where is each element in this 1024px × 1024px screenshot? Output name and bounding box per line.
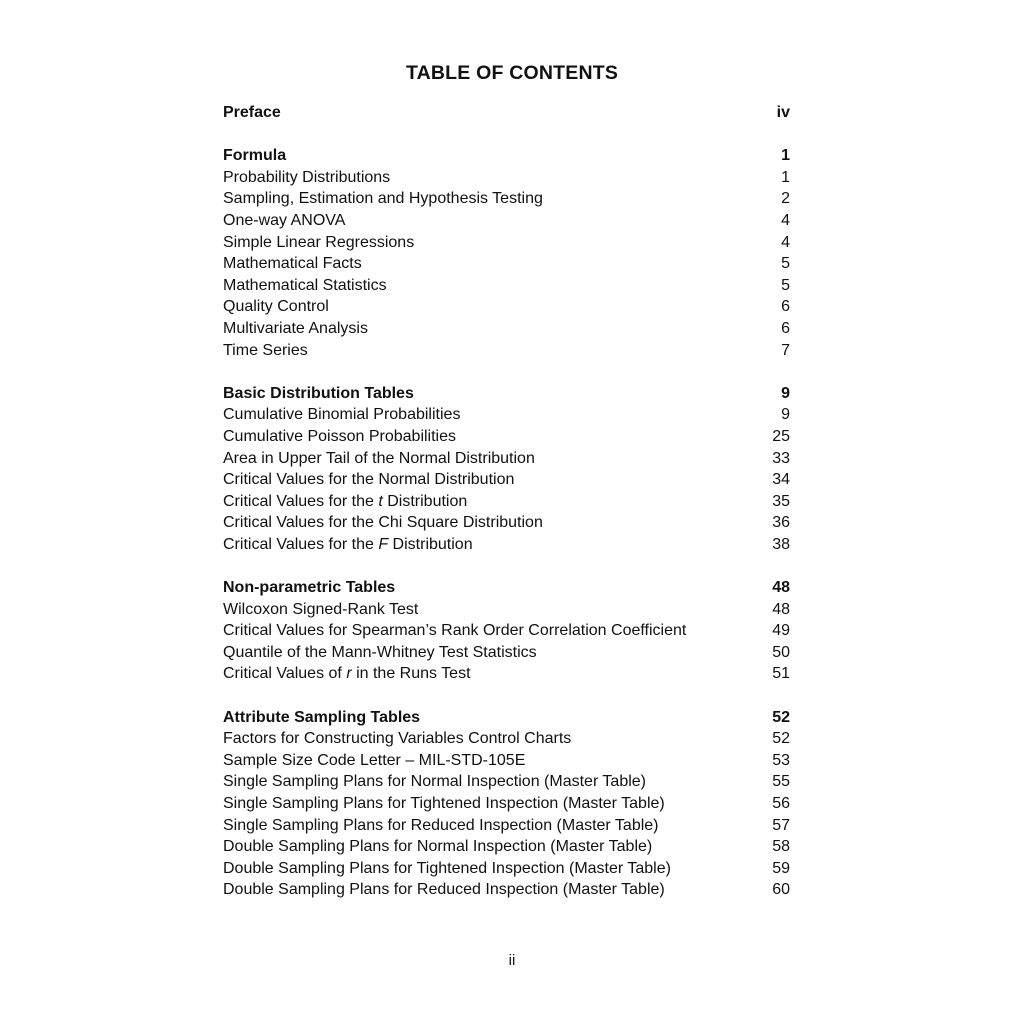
section-spacer: [223, 361, 790, 383]
table-of-contents: [223, 102, 790, 901]
section-heading: [223, 383, 790, 405]
toc-entry: [223, 879, 790, 901]
toc-entry-page: 58: [772, 838, 790, 856]
toc-entry-page: 1: [781, 168, 790, 186]
toc-entry: [223, 296, 790, 318]
toc-entry-page: 25: [772, 427, 790, 445]
toc-entry-label: [223, 167, 390, 189]
section-heading-page: 1: [781, 147, 790, 165]
section-heading-page: 48: [772, 579, 790, 597]
toc-entry-page: 7: [781, 341, 790, 359]
italic-symbol: t: [378, 492, 383, 510]
label-text: in the Runs Test: [351, 665, 471, 683]
toc-entry: [223, 599, 790, 621]
toc-entry: [223, 448, 790, 470]
label-text: Critical Values for Spearman’s Rank Order Correlation Coefficient: [223, 622, 687, 640]
section-heading-page: 9: [781, 384, 790, 402]
label-text: Factors for Constructing Variables Control Charts: [223, 730, 572, 748]
toc-entry-page: 55: [772, 773, 790, 791]
label-text: Distribution: [382, 492, 468, 510]
toc-entry-label: [223, 793, 665, 815]
toc-entry: [223, 642, 790, 664]
toc-entry: [223, 426, 790, 448]
toc-entry: [223, 858, 790, 880]
toc-entry-label: [223, 253, 362, 275]
toc-entry: [223, 340, 790, 362]
toc-entry-label: [223, 404, 460, 426]
toc-entry-label: [223, 296, 329, 318]
section-spacer: [223, 685, 790, 707]
section-heading: [223, 577, 790, 599]
toc-entry-label: [223, 318, 368, 340]
toc-entry-page: 59: [772, 859, 790, 877]
label-text: Mathematical Facts: [223, 255, 362, 273]
toc-entry: [223, 188, 790, 210]
toc-entry-label: [223, 426, 456, 448]
toc-entry: [223, 318, 790, 340]
section-heading: [223, 145, 790, 167]
toc-entry-page: 34: [772, 471, 790, 489]
section-heading-label: Attribute Sampling Tables: [223, 708, 421, 726]
toc-entry-page: 53: [772, 751, 790, 769]
toc-entry: [223, 815, 790, 837]
toc-entry-page: 4: [781, 211, 790, 229]
label-text: Double Sampling Plans for Normal Inspection (Master Table): [223, 838, 653, 856]
toc-entry-page: 38: [772, 535, 790, 553]
toc-entry-label: [223, 750, 525, 772]
toc-entry-label: [223, 599, 418, 621]
toc-entry-page: 51: [772, 665, 790, 683]
label-text: Distribution: [388, 535, 473, 553]
label-text: Multivariate Analysis: [223, 319, 368, 337]
label-text: Critical Values of: [223, 665, 347, 683]
toc-entry-page: 60: [772, 881, 790, 899]
toc-entry-label: [223, 815, 659, 837]
section-heading: [223, 707, 790, 729]
toc-entry-label: [223, 642, 537, 664]
toc-entry-label: [223, 836, 652, 858]
toc-entry-page: 2: [781, 190, 790, 208]
toc-entry-label: [223, 663, 471, 685]
toc-entry-page: 6: [781, 298, 790, 316]
toc-entry: [223, 491, 790, 513]
label-text: Cumulative Poisson Probabilities: [223, 427, 456, 445]
label-text: Single Sampling Plans for Normal Inspection (Master Table): [223, 773, 647, 791]
label-text: Simple Linear Regressions: [223, 233, 415, 251]
label-text: Cumulative Binomial Probabilities: [223, 406, 461, 424]
toc-entry: [223, 663, 790, 685]
toc-entry: [223, 232, 790, 254]
toc-entry-label: [223, 232, 414, 254]
toc-entry-page: 5: [781, 276, 790, 294]
toc-entry-page: 4: [781, 233, 790, 251]
label-text: Area in Upper Tail of the Normal Distribution: [223, 449, 535, 467]
label-text: Single Sampling Plans for Tightened Inspection (Master Table): [223, 795, 665, 812]
label-text: Critical Values for the: [223, 535, 379, 553]
label-text: Critical Values for the Normal Distribution: [223, 471, 515, 489]
toc-entry: [223, 275, 790, 297]
label-text: Probability Distributions: [223, 168, 391, 186]
label-text: Double Sampling Plans for Reduced Inspection (Master Table): [223, 881, 665, 899]
toc-entry: [223, 793, 790, 815]
toc-entry: [223, 771, 790, 793]
label-text: Double Sampling Plans for Tightened Inspection (Master Table): [223, 859, 671, 877]
label-text: Wilcoxon Signed-Rank Test: [223, 600, 419, 618]
label-text: Sample Size Code Letter – MIL-STD-105E: [223, 751, 526, 769]
italic-symbol: r: [346, 665, 352, 683]
toc-entry: [223, 253, 790, 275]
toc-entry-page: 52: [772, 730, 790, 748]
page-title: TABLE OF CONTENTS: [405, 62, 619, 84]
page-number: ii: [508, 952, 516, 969]
section-heading-label: Preface: [223, 104, 281, 121]
toc-entry-label: [223, 491, 467, 513]
toc-entry-label: [223, 469, 514, 491]
toc-entry-label: [223, 728, 571, 750]
toc-entry-label: [223, 340, 308, 362]
label-text: One-way ANOVA: [223, 211, 346, 229]
toc-entry-page: 5: [781, 255, 790, 273]
label-text: Quantile of the Mann-Whitney Test Statistics: [223, 643, 537, 661]
toc-entry-label: [223, 534, 473, 556]
section-heading-label: Formula: [223, 147, 287, 165]
toc-entry: [223, 167, 790, 189]
section-heading: [223, 102, 790, 124]
toc-entry-label: [223, 858, 671, 880]
section-spacer: [223, 555, 790, 577]
section-heading-page: iv: [776, 104, 790, 121]
toc-entry-page: 57: [772, 816, 790, 834]
toc-entry-page: 33: [772, 449, 790, 467]
toc-entry-page: 48: [772, 600, 790, 618]
toc-entry: [223, 210, 790, 232]
section-heading-label: Non-parametric Tables: [223, 579, 396, 597]
label-text: Mathematical Statistics: [223, 276, 387, 294]
section-heading-label: Basic Distribution Tables: [223, 384, 414, 402]
toc-entry-page: 50: [772, 643, 790, 661]
toc-entry-label: [223, 620, 686, 642]
toc-entry-page: 49: [772, 622, 790, 640]
toc-entry-page: 56: [772, 795, 790, 812]
toc-entry: [223, 512, 790, 534]
label-text: Critical Values for the: [223, 492, 379, 510]
toc-entry-label: [223, 188, 543, 210]
toc-entry: [223, 620, 790, 642]
label-text: Quality Control: [223, 298, 329, 316]
toc-entry: [223, 836, 790, 858]
label-text: Single Sampling Plans for Reduced Inspection (Master Table): [223, 816, 659, 834]
toc-entry-label: [223, 275, 387, 297]
toc-entry-label: [223, 448, 535, 470]
toc-entry: [223, 750, 790, 772]
toc-entry: [223, 469, 790, 491]
toc-entry: [223, 728, 790, 750]
label-text: Time Series: [223, 341, 308, 359]
toc-entry: [223, 404, 790, 426]
toc-entry-page: 36: [772, 514, 790, 532]
toc-entry-label: [223, 512, 543, 534]
section-spacer: [223, 124, 790, 146]
toc-entry-page: 6: [781, 319, 790, 337]
toc-entry-label: [223, 771, 646, 793]
label-text: Critical Values for the Chi Square Distribution: [223, 514, 543, 532]
toc-entry-page: 9: [781, 406, 790, 424]
toc-entry-page: 35: [772, 492, 790, 510]
italic-symbol: F: [378, 535, 389, 553]
toc-entry-label: [223, 210, 345, 232]
section-heading-page: 52: [772, 708, 790, 726]
toc-entry-label: [223, 879, 665, 901]
label-text: Sampling, Estimation and Hypothesis Testing: [223, 190, 543, 208]
toc-entry: [223, 534, 790, 556]
